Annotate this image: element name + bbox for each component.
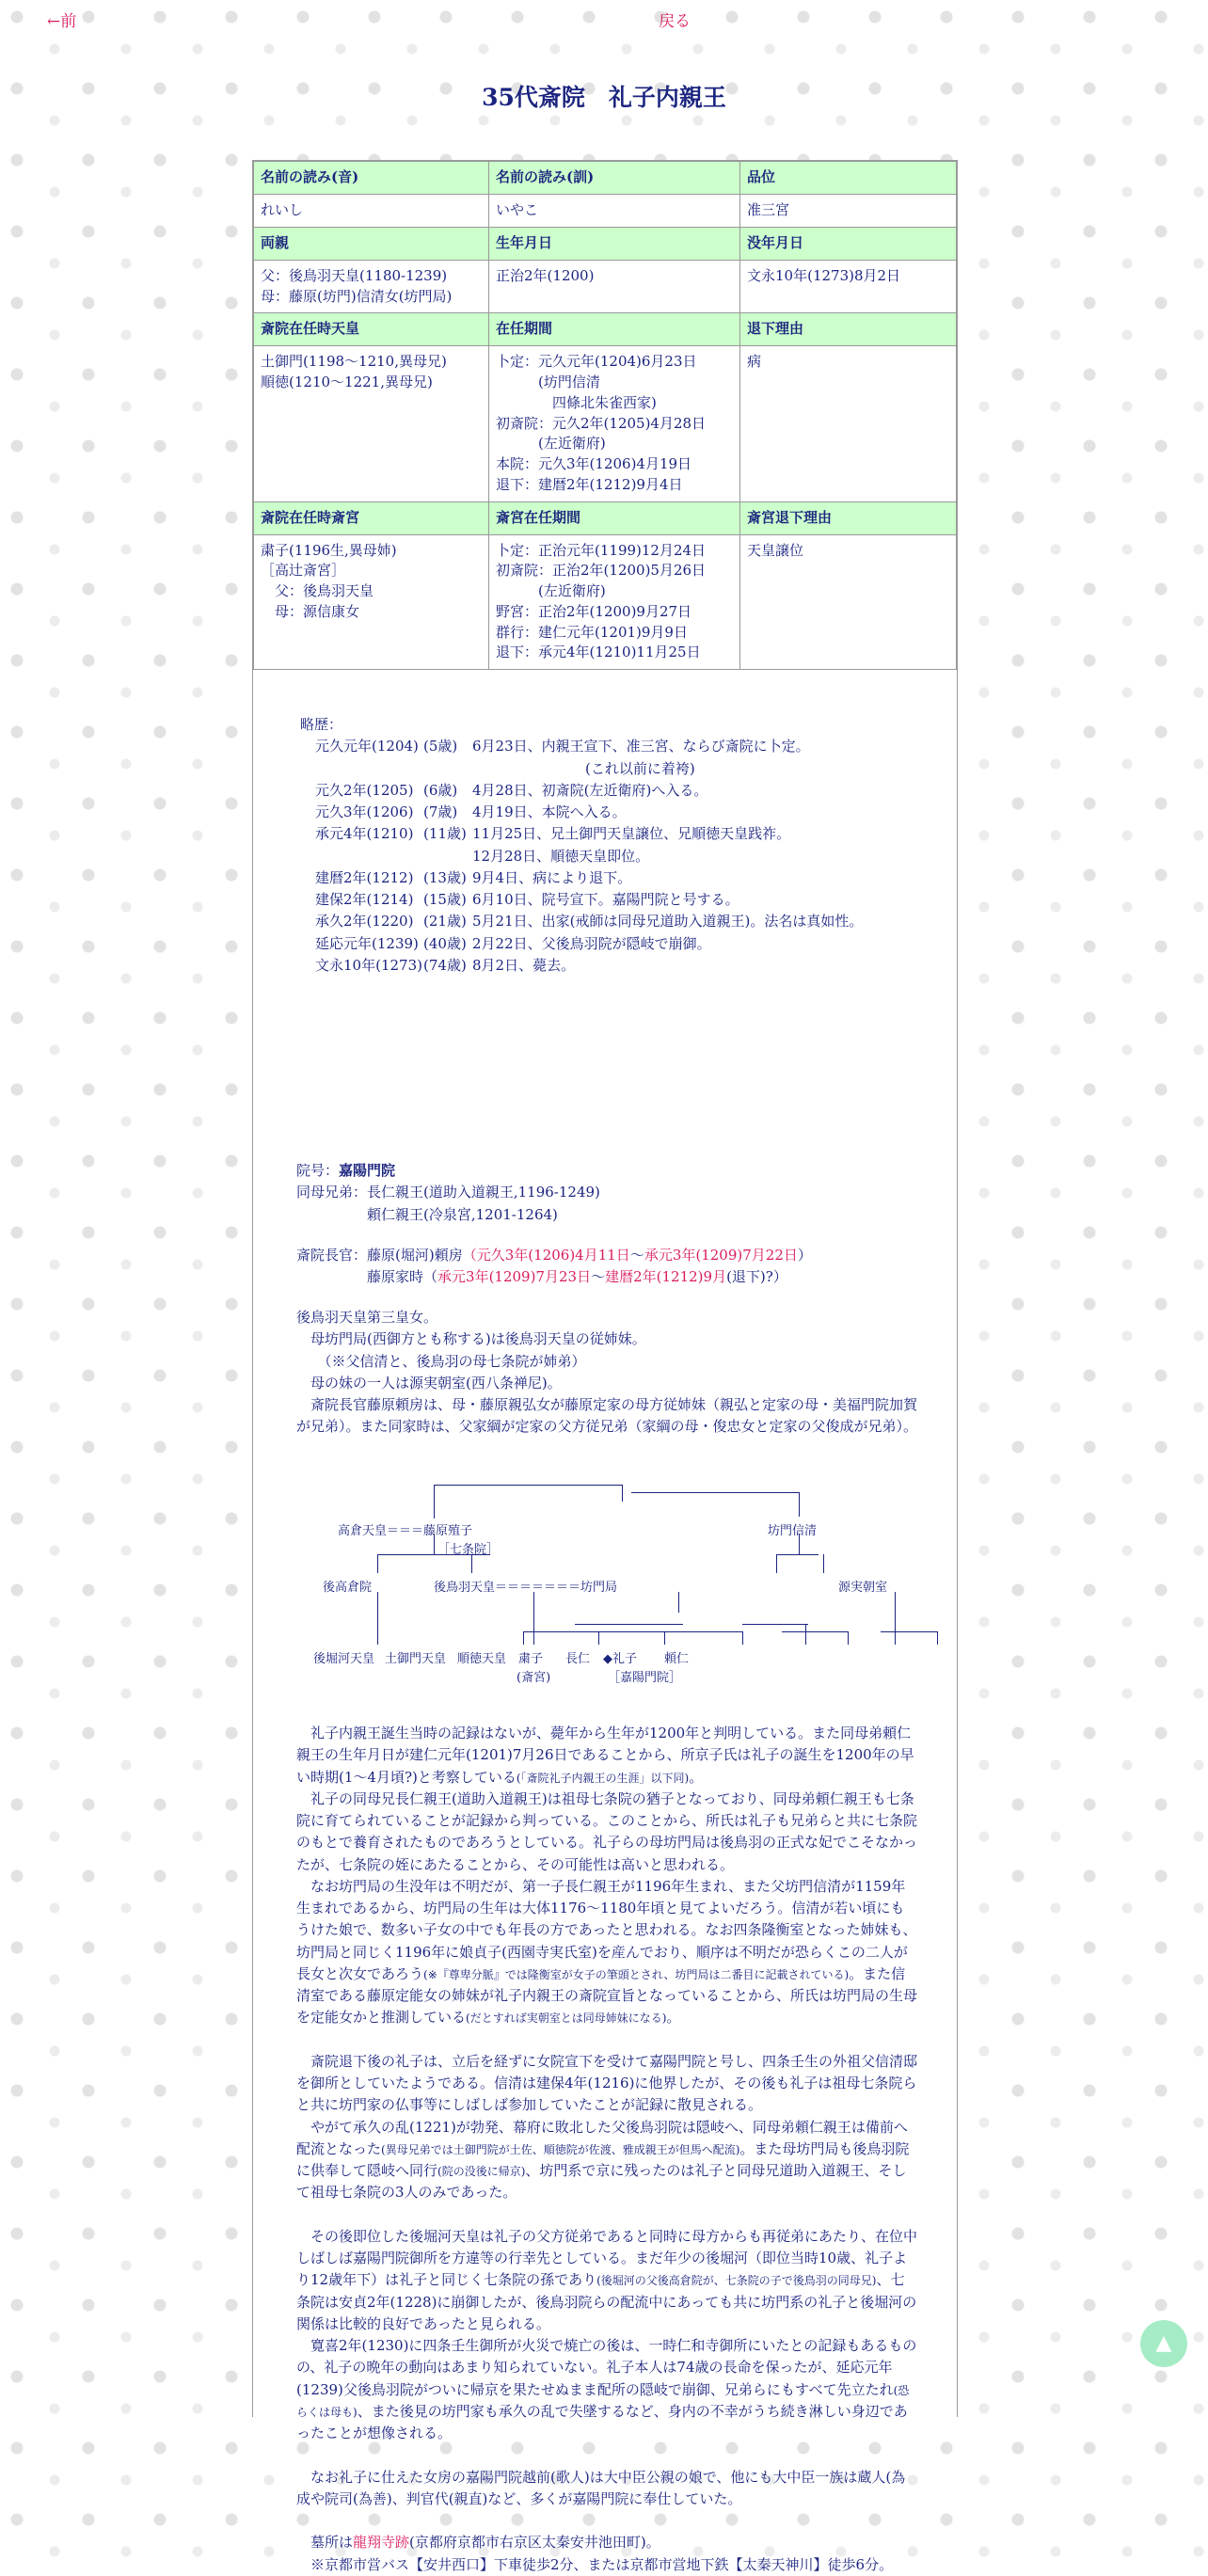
family-tree [293,1328,914,1685]
choukan-tilde: ～ [591,1268,606,1286]
biography-row [298,823,863,845]
content-sheet [252,160,958,2573]
biography-text: 2月22日、父後鳥羽院が隠岐で崩御。 [472,934,711,952]
biography-rows [298,736,863,977]
biography-age: (21歳) [423,913,467,930]
tree-node: 順徳天皇 [457,1652,507,1666]
body-note: (後堀河の父後高倉院が、七条院の子で後鳥羽の同母兄) [596,2274,877,2288]
biography-age: (74歳) [423,956,467,974]
table-header-cell: 両親 [254,227,489,260]
biography-age: (40歳) [423,934,467,952]
biography-text: 4月28日、初斎院(左近衛府)へ入る。 [472,781,708,799]
biography-row [298,911,863,932]
biography-age: (5歳) [423,738,458,755]
table-row [254,260,957,313]
note-line: （※父信清と、後鳥羽の母七条院が姉弟） [317,1352,586,1370]
biography-text: 11月25日、兄土御門天皇譲位、兄順徳天皇践祚。 [472,825,791,843]
biography-date: 延応元年(1239) [315,934,419,952]
tree-node: 源実朝室 [838,1581,888,1595]
page-title: 35代斎院 礼子内親王 [482,84,726,111]
biography-age: (6歳) [423,781,458,799]
tree-node: 長仁 [565,1652,591,1666]
choukan-date: 元久3年(1206)4月11日 [476,1247,630,1264]
body-text-span: 墓所は [310,2534,354,2552]
body-text-span: 、また後見の坊門家も承久の乱で失墜するなど、身内の不幸がうち続き淋しい身辺であったことが想像される。 [296,2402,908,2441]
body-paragraph: 斎院退下後の礼子は、立后を経ずに女院宣下を受けて嘉陽門院と号し、四条壬生の外祖父信清邸を御所としていたようである。信清は建保4年(1216)に他界したが、その後も礼子は祖母七条院らと共に坊門家の仏事等にしばしば参加していたことが記録に散見される。 [296,2052,918,2114]
note-line: 母の妹の一人は源実朝室(西八条禅尼)。 [310,1374,562,1391]
biography-row [298,802,863,823]
table-cell: 准三宮 [740,195,957,228]
biography-date: 建保2年(1214) [315,891,414,908]
body-paragraph: なお礼子に仕えた女房の嘉陽門院越前(歌人)は大中臣公親の娘で、他にも大中臣一族は蔵人(為成や院司(為善)、判官代(親直)など、多くが嘉陽門院に奉仕していた。 [296,2468,906,2507]
table-header-cell: 品位 [740,162,957,195]
tree-node: 後高倉院 [323,1581,373,1595]
body-text-span: 、坊門系で京に残ったのは礼子と同母兄道助入道親王、そして祖母七条院の3人のみであった。 [296,2162,907,2202]
note-line: 斎院長官藤原頼房は、母・藤原親弘女が藤原定家の母方従姉妹（親弘と定家の母・美福門院加賀が兄弟）。また同家時は、父家綱が定家の父方従兄弟（家綱の母・俊忠女と定家の父俊成が兄弟）。 [296,1396,918,1436]
table-cell: 天皇譲位 [740,534,957,670]
biography-age: (13歳) [423,868,467,886]
body-text-span: 。 [666,2009,681,2027]
table-header-cell: 斎宮退下理由 [740,501,957,534]
table-cell: 卜定：元久元年(1204)6月23日 (坊門信清 四條北朱雀西家) 初斎院：元久2年(1205)4月28日 (左近衛府) 本院：元久3年(1206)4月19日 退下：建暦2年(1212)9月4日 [489,346,740,501]
biography-row [298,933,863,955]
body-text [296,1723,917,2576]
ingo-section [296,1160,917,1226]
choukan-label: 斎院長官： [296,1247,368,1264]
body-note: (院の没後に帰京) [437,2165,526,2178]
biography-row [298,955,863,977]
body-text-span: なお坊門局の生没年は不明だが、第一子長仁親王が1196年生まれ、また父坊門信清が1159年生まれであるから、坊門局の生年は大体1176～1180年頃と見てよいだろう。信清が若い頃にもうけた娘で、数多い子女の中でも年長の方であったと思われる。なお四条隆衡室となった姉妹も、坊門局と同じく1196年に娘貞子(西園寺実氏室)を産んでおり、順序は不明だが恐らくこの二人が長女と次女であろう [296,1877,917,1982]
siblings-line: 同母兄弟：長仁親王(道助入道親王,1196-1249) [296,1184,600,1201]
table-cell: 粛子(1196生,異母姉) ［高辻斎宮］ 父：後鳥羽天皇 母：源信康女 [254,534,489,670]
tree-node: 後堀河天皇 [313,1652,375,1666]
biography-date: 文永10年(1273) [315,956,422,974]
ingo-name: 嘉陽門院 [339,1162,396,1179]
body-text-span: 礼子内親王誕生当時の記録はないが、薨年から生年が1200年と判明している。また同母弟頼仁親王の生年月日が建仁元年(1201)7月26日であることから、所京子氏は礼子の誕生を1200年の早い時期(1～4月頃?)と考察している [296,1725,914,1786]
biography-age [423,758,472,780]
biography-date: 元久2年(1205) [315,781,414,799]
table-header-cell: 名前の読み(音) [254,162,489,195]
biography-age [423,846,472,867]
table-cell: 父：後鳥羽天皇(1180-1239) 母：藤原(坊門)信清女(坊門局) [254,260,489,313]
table-row [254,346,957,501]
body-text-span: 。また母坊門局も後鳥羽院に供奉して隠岐へ同行 [296,2139,910,2179]
biography-text: 6月23日、内親王宣下、准三宮、ならび斎院に卜定。 [472,738,810,755]
ingo-label: 院号： [296,1162,340,1179]
biography-age: (7歳) [423,803,458,820]
biography-title: 略歴： [300,716,343,733]
table-header-row [254,313,957,346]
ryushoji-link[interactable]: 龍翔寺跡 [353,2534,410,2552]
table-header-cell: 生年月日 [489,227,740,260]
biography-text: 8月2日、薨去。 [472,956,576,974]
body-note: (異母兄弟では土御門院が土佐、順徳院が佐渡、雅成親王が但馬へ配流) [381,2142,740,2156]
choukan-date: 建暦2年(1212)9月 [605,1268,727,1286]
tree-node: (斎宮) [517,1671,551,1685]
body-paragraph: ※京都市営バス【安井西口】下車徒歩2分、または京都市営地下鉄【太秦天神川】徒歩6分。 [310,2555,894,2573]
choukan-name: 藤原家時 [367,1268,424,1286]
table-cell: 文永10年(1273)8月2日 [740,260,957,313]
body-text-span: 。また信清室である藤原定能女の姉妹が礼子内親王の斎院宣旨となっていることから、所氏は坊門局の生母を定能女かと推測している [296,1964,918,2027]
tree-node: 高倉天皇＝＝＝藤原殖子 [338,1524,473,1538]
biography-age: (15歳) [423,891,467,908]
biography-row [298,867,863,889]
biography-date: 建暦2年(1212) [315,868,414,886]
body-text-span: 、七条院は安貞2年(1228)に崩御したが、後鳥羽院らの配流中にあっても共に坊門系の礼子と後堀河の関係は比較的良好であったと見られる。 [296,2271,917,2332]
tree-node: ［七条院］ [437,1543,500,1557]
choukan-name: 藤原(堀河)頼房 [367,1247,463,1264]
tree-node: ［嘉陽門院］ [608,1671,682,1685]
siblings-line: 頼仁親王(冷泉宮,1201-1264) [296,1205,558,1223]
biography-date: 元久3年(1206) [315,803,414,820]
top-nav [0,8,1208,36]
table-header-cell: 斎院在任時斎宮 [254,501,489,534]
tree-node: ◆礼子 [603,1652,637,1666]
back-link[interactable]: 戻る [659,12,691,31]
body-note: (「斎院礼子内親王の生涯」以下同) [516,1771,690,1785]
biography-age: (11歳) [423,825,467,843]
table-header-cell: 斎院在任時天皇 [254,313,489,346]
table-cell: 病 [740,346,957,501]
choukan-paren: (退下)?） [726,1268,787,1286]
biography-row [298,889,863,911]
biography-text: 4月19日、本院へ入る。 [472,803,627,820]
biography-date: 承久2年(1220) [315,913,414,930]
biography-date: 承元4年(1210) [315,825,414,843]
choukan-date: 承元3年(1209)7月23日 [437,1268,592,1286]
table-cell: 土御門(1198～1210,異母兄) 順徳(1210～1221,異母兄) [254,346,489,501]
biography-row [298,736,863,757]
table-header-cell: 没年月日 [740,227,957,260]
choukan-section [296,1245,917,1289]
table-header-cell: 在任期間 [489,313,740,346]
body-text-span: 。 [689,1768,704,1786]
body-text-span: やがて承久の乱(1221)が勃発、幕府に敗北した父後鳥羽院は隠岐へ、同母弟頼仁親王は備前へ配流となった [296,2118,908,2157]
biography-text: 9月4日、病により退下。 [472,868,632,886]
table-header-row [254,227,957,260]
table-cell: いやこ [489,195,740,228]
table-cell: 卜定：正治元年(1199)12月24日 初斎院：正治2年(1200)5月26日 (左近衛府) 野宮：正治2年(1200)9月27日 群行：建仁元年(1201)9月9日 退下：承元4年(1210)11月25日 [489,534,740,670]
biography-row [298,846,863,867]
table-cell: 正治2年(1200) [489,260,740,313]
table-header-cell: 退下理由 [740,313,957,346]
table-row [254,195,957,228]
choukan-tilde: ～ [629,1247,644,1264]
note-line: 母坊門局(西御方とも称する)は後鳥羽天皇の従姉妹。 [310,1330,646,1348]
body-note: (だとすれば実朝室とは同母姉妹になる) [466,2012,667,2026]
biography-text: 6月10日、院号宣下。嘉陽門院と号する。 [472,891,739,908]
biography-date: 元久元年(1204) [315,738,419,755]
table-header-row [254,162,957,195]
biography-date [298,758,423,780]
prev-link[interactable]: ←前 [47,12,77,31]
biography-text: (これ以前に着袴) [472,759,695,777]
biography-text: 5月21日、出家(戒師は同母兄道助入道親王)。法名は真如性。 [472,913,864,930]
table-header-cell: 名前の読み(訓) [489,162,740,195]
biography-row [298,780,863,802]
tree-node: 坊門信清 [768,1524,818,1538]
choukan-paren: ） [797,1247,812,1264]
table-row [254,534,957,670]
body-text-span: 寛喜2年(1230)に四条壬生御所が火災で焼亡の後は、一時仁和寺御所にいたとの記録もあるものの、礼子の晩年の動向はあまり知られていない。礼子本人は74歳の長命を保ったが、延応元年(1239)父後鳥羽院がついに帰京を果たせぬまま配所の隠岐で崩御、兄弟らにもすべて先立たれ [296,2337,917,2398]
table-header-cell: 斎宮在任期間 [489,501,740,534]
biography-row [298,758,863,780]
table-cell: れいし [254,195,489,228]
note-line: 後鳥羽天皇第三皇女。 [296,1309,438,1326]
body-text-span: (京都府京都市右京区太秦安井池田町)。 [409,2534,660,2552]
tree-node: 後鳥羽天皇＝＝＝＝＝＝＝坊門局 [434,1581,618,1595]
choukan-date: 承元3年(1209)7月22日 [644,1247,798,1264]
biography [298,714,863,977]
tree-node: 土御門天皇 [385,1652,447,1666]
info-table [253,161,957,670]
choukan-paren: （ [462,1247,477,1264]
page-top-button[interactable]: ▲ [1140,2320,1187,2367]
biography-text: 12月28日、順徳天皇即位。 [472,847,650,865]
tree-node: 粛子 [518,1652,544,1666]
body-note: (恐らくは母も) [296,2383,910,2419]
body-text-span: その後即位した後堀河天皇は礼子の父方従弟であると同時に母方からも再従弟にあたり、在位中しばしば嘉陽門院御所を方違等の行幸先としている。まだ年少の後堀河（即位当時10歳、礼子より12歳年下）は礼子と同じく七条院の孫であり [296,2227,918,2289]
biography-date [298,846,423,867]
choukan-paren: （ [423,1268,438,1286]
table-header-row [254,501,957,534]
body-note: (※『尊卑分脈』では隆衡室が女子の筆頭とされ、坊門局は二番目に記載されている) [423,1967,850,1981]
tree-node: 頼仁 [664,1652,690,1666]
body-paragraph: 礼子の同母兄長仁親王(道助入道親王)は祖母七条院の猶子となっており、同母弟頼仁親王も七条院に育てられていることが記録から判っている。このことから、所氏は礼子も兄弟らと共に七条院のもとで養育されたものであろうとしている。礼子らの母坊門局は後鳥羽の正式な妃でこそなかったが、七条院の姪にあたることから、その可能性は高いと思われる。 [296,1789,918,1873]
